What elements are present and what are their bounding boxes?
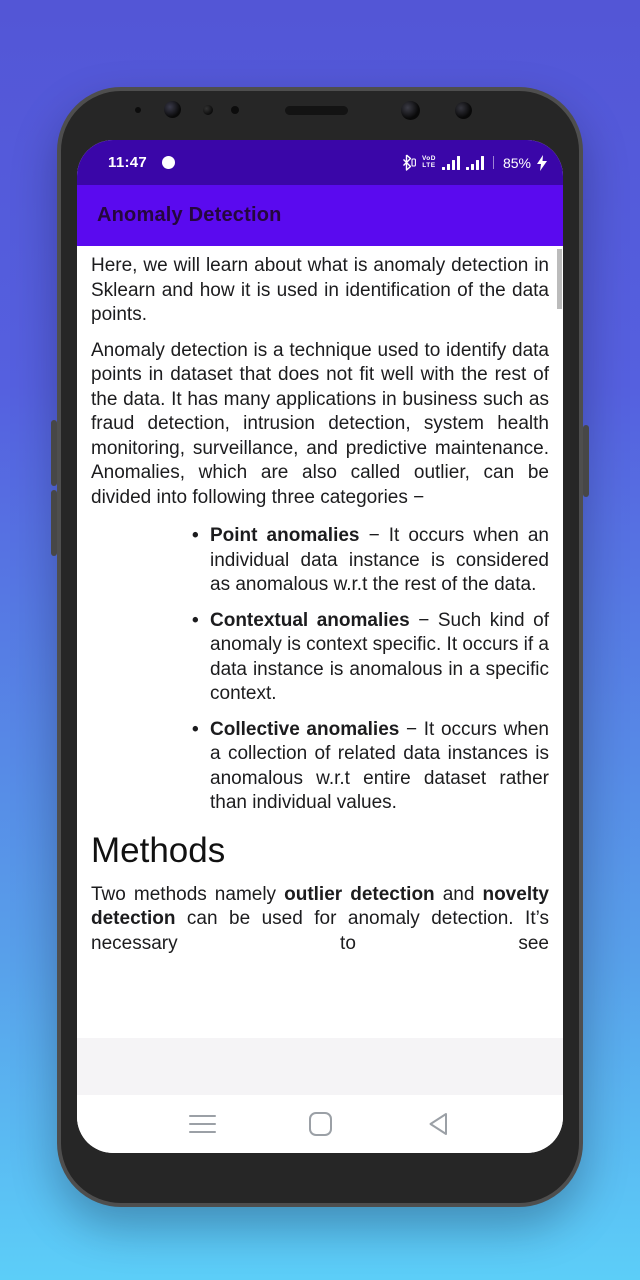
recents-button[interactable] <box>187 1109 217 1139</box>
sensor-camera-left <box>401 101 420 120</box>
paragraph-intro: Here, we will learn about what is anomaly detection in Sklearn and how it is used in identification of the data points. <box>91 255 549 325</box>
recents-icon <box>189 1115 216 1133</box>
status-icons <box>401 154 547 171</box>
list-item-text: Collective anomalies − It occurs when a collection of related data instances is anomalous w.r.t entire dataset rather than individual values. <box>210 718 549 813</box>
content-bottom-gap <box>77 1038 563 1095</box>
bullet-marker: • <box>192 718 199 740</box>
article <box>77 246 563 956</box>
scrollbar-thumb[interactable] <box>557 249 562 309</box>
home-icon <box>309 1112 332 1136</box>
anomaly-categories-list <box>91 524 549 816</box>
home-button[interactable] <box>305 1109 335 1139</box>
light-sensor-dot <box>231 106 239 114</box>
volume-up-button <box>51 420 57 486</box>
phone-frame <box>57 87 583 1207</box>
notification-dot-icon <box>162 156 175 169</box>
bullet-marker: • <box>192 525 199 546</box>
volte-bottom-text: LTE <box>422 161 436 169</box>
charging-bolt-icon <box>537 155 547 171</box>
power-button <box>583 425 589 497</box>
earpiece-speaker <box>285 106 348 115</box>
status-time: 11:47 <box>108 154 148 171</box>
back-icon <box>427 1112 449 1136</box>
navigation-bar <box>77 1095 563 1153</box>
iris-sensor-dot <box>203 105 213 115</box>
proximity-sensor-dot <box>135 107 141 113</box>
list-item-text: Contextual anomalies − Such kind of anomaly is context specific. It occurs if a data instance is anomalous in a specific context. <box>210 609 550 704</box>
phone-screen <box>77 140 563 1153</box>
signal-icon-sim2 <box>466 155 484 170</box>
methods-heading: Methods <box>91 830 226 870</box>
volume-down-button <box>51 490 57 556</box>
back-button[interactable] <box>423 1109 453 1139</box>
content-scroll-area[interactable] <box>77 246 563 1038</box>
paragraph-methods: Two methods namely outlier detection and novelty detection can be used for anomaly detection. It’s necessary to see <box>91 883 549 954</box>
list-item-collective-anomalies <box>192 718 549 816</box>
page-title: Anomaly Detection <box>97 204 282 226</box>
app-bar <box>77 185 563 246</box>
volte-top-text: VoD <box>421 155 436 162</box>
status-bar <box>77 140 563 185</box>
signal-icon-sim1 <box>442 155 460 170</box>
list-item-point-anomalies <box>192 524 549 598</box>
volte-icon <box>422 156 436 169</box>
bluetooth-icon <box>401 154 416 171</box>
bullet-marker: • <box>192 609 199 631</box>
sensor-camera-right <box>455 102 472 119</box>
status-divider <box>493 156 494 169</box>
battery-percent: 85% <box>502 154 531 171</box>
list-item-contextual-anomalies <box>192 609 550 707</box>
list-item-text: Point anomalies − It occurs when an individual data instance is considered as anomalous w.r.t the rest of the data. <box>210 525 549 595</box>
paragraph-definition: Anomaly detection is a technique used to identify data points in dataset that does not fit well with the rest of the data. It has many applications in business such as fraud detection, intrusion detection, system health monitoring, surveillance, and predictive maintenance. Anomalies, which are also called outlier, can be divided into following three categories − <box>91 339 549 508</box>
front-camera-icon <box>164 101 181 118</box>
